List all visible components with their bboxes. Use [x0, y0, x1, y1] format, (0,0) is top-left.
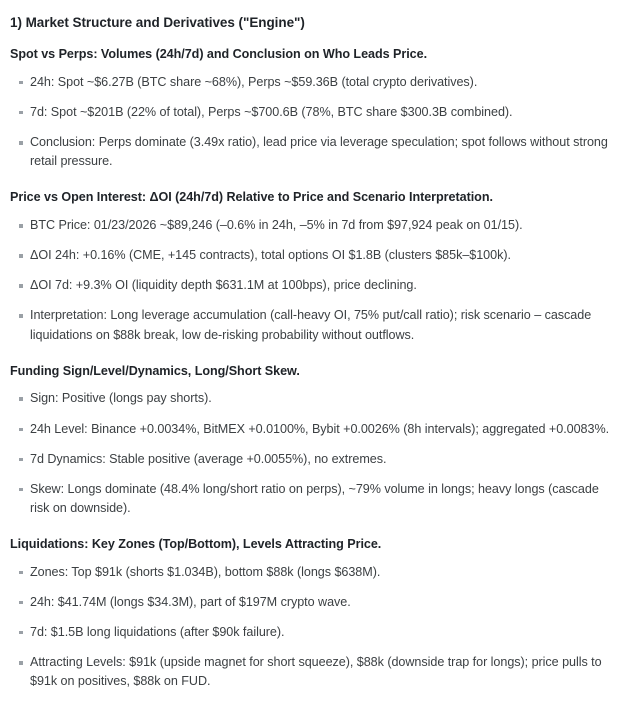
bullet-square-icon: [19, 284, 23, 288]
section-heading: Liquidations: Key Zones (Top/Bottom), Levels Attracting Price.: [10, 537, 382, 552]
content-section: [10, 189, 612, 344]
bullet-square-icon: [19, 81, 23, 85]
list-item-text: 24h: $41.74M (longs $34.3M), part of $197M crypto wave.: [30, 594, 351, 609]
list-item: [10, 306, 610, 344]
bullet-square-icon: [19, 631, 23, 635]
list-item: [10, 450, 610, 469]
list-item-text: Conclusion: Perps dominate (3.49x ratio), lead price via leverage speculation; spot follows without strong retail pressure.: [30, 135, 608, 169]
list-item: [10, 216, 610, 235]
list-item: [10, 593, 610, 612]
bullet-square-icon: [19, 224, 23, 228]
list-item: [10, 480, 610, 518]
list-item: [10, 103, 610, 122]
list-item: [10, 623, 610, 642]
list-item-text: ΔOI 24h: +0.16% (CME, +145 contracts), total options OI $1.8B (clusters $85k–$100k).: [30, 248, 511, 263]
bullet-square-icon: [19, 397, 23, 401]
bullet-square-icon: [19, 428, 23, 432]
content-section: [10, 363, 612, 518]
section-heading: Funding Sign/Level/Dynamics, Long/Short Skew.: [10, 363, 300, 378]
bullet-square-icon: [19, 141, 23, 145]
list-item: [10, 563, 610, 582]
list-item: [10, 653, 610, 691]
list-item: [10, 133, 610, 171]
bullet-square-icon: [19, 488, 23, 492]
list-item-text: 7d: $1.5B long liquidations (after $90k failure).: [30, 624, 285, 639]
bullet-square-icon: [19, 458, 23, 462]
list-item-text: Zones: Top $91k (shorts $1.034B), bottom $88k (longs $638M).: [30, 564, 381, 579]
list-item: [10, 420, 610, 439]
sections-container: [10, 46, 612, 711]
list-item-text: ΔOI 7d: +9.3% OI (liquidity depth $631.1M at 100bps), price declining.: [30, 278, 417, 293]
list-item: [10, 73, 610, 92]
content-section: [10, 46, 612, 171]
list-item-text: Skew: Longs dominate (48.4% long/short ratio on perps), ~79% volume in longs; heavy longs (cascade risk on downside).: [30, 481, 599, 515]
content-section: [10, 536, 612, 711]
list-item: [10, 246, 610, 265]
bullet-square-icon: [19, 314, 23, 318]
bullet-square-icon: [19, 111, 23, 115]
list-item-text: Sign: Positive (longs pay shorts).: [30, 391, 212, 406]
bullet-square-icon: [19, 601, 23, 605]
list-item-text: 7d Dynamics: Stable positive (average +0.0055%), no extremes.: [30, 451, 387, 466]
bullet-square-icon: [19, 254, 23, 258]
list-item: [10, 276, 610, 295]
list-item-text: Interpretation: Long leverage accumulation (call-heavy OI, 75% put/call ratio); risk scenario – cascade liquidations on $88k break, low de-risking probability without outflows.: [30, 308, 592, 342]
bullet-list: [10, 216, 612, 345]
bullet-list: [10, 389, 612, 518]
bullet-square-icon: [19, 661, 23, 665]
list-item-text: Attracting Levels: $91k (upside magnet for short squeeze), $88k (downside trap for longs); price pulls to $91k on positives, $88k on FUD.: [30, 655, 602, 689]
list-item-text: 24h Level: Binance +0.0034%, BitMEX +0.0100%, Bybit +0.0026% (8h intervals); aggregated +0.0083%.: [30, 421, 610, 436]
list-item: [10, 389, 610, 408]
list-item-text: BTC Price: 01/23/2026 ~$89,246 (–0.6% in 24h, –5% in 7d from $97,924 peak on 01/15).: [30, 218, 523, 233]
section-heading: Price vs Open Interest: ΔOI (24h/7d) Relative to Price and Scenario Interpretation.: [10, 190, 493, 205]
page-title: 1) Market Structure and Derivatives ("Engine"): [10, 15, 305, 30]
bullet-list: [10, 73, 612, 172]
section-heading: Spot vs Perps: Volumes (24h/7d) and Conclusion on Who Leads Price.: [10, 47, 428, 62]
bullet-list: [10, 563, 612, 692]
bullet-square-icon: [19, 571, 23, 575]
list-item-text: 7d: Spot ~$201B (22% of total), Perps ~$700.6B (78%, BTC share $300.3B combined).: [30, 104, 513, 119]
list-item-text: 24h: Spot ~$6.27B (BTC share ~68%), Perps ~$59.36B (total crypto derivatives).: [30, 74, 478, 89]
